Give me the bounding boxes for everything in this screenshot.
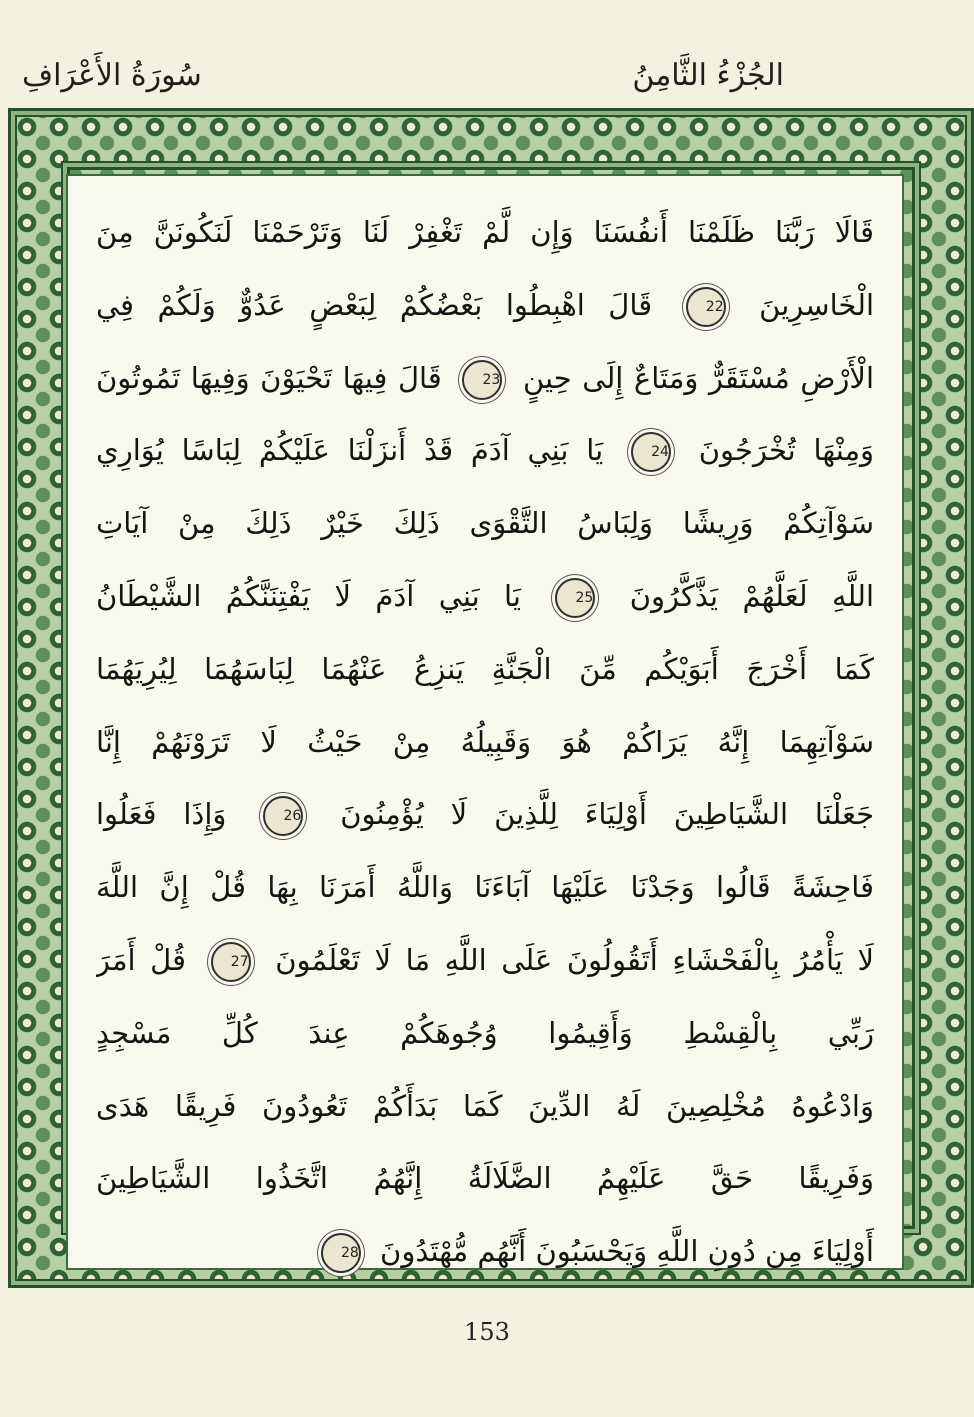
text-line (96, 924, 874, 997)
verse-text: وَفَرِيقًا حَقَّ عَلَيْهِمُ الضَّلَالَةُ إِنَّهُمُ اتَّخَذُوا الشَّيَاطِينَ (96, 1161, 874, 1196)
ayah-number-marker: 25 (555, 578, 595, 618)
verse-text: جَعَلْنَا الشَّيَاطِينَ أَوْلِيَاءَ لِلَّذِينَ لَا يُؤْمِنُونَ (340, 797, 874, 832)
verse-text: أَوْلِيَاءَ مِن دُونِ اللَّهِ وَيَحْسَبُونَ أَنَّهُم مُّهْتَدُونَ (380, 1234, 874, 1269)
text-line (96, 487, 874, 560)
verse-text: اللَّهِ لَعَلَّهُمْ يَذَّكَّرُونَ (629, 578, 874, 613)
verse-text: قَالَ فِيهَا تَحْيَوْنَ وَفِيهَا تَمُوتُونَ (96, 360, 442, 395)
verse-text: الْخَاسِرِينَ (759, 287, 874, 322)
verse-text: فَاحِشَةً قَالُوا وَجَدْنَا عَلَيْهَا آبَاءَنَا وَاللَّهُ أَمَرَنَا بِهَا قُلْ إِنَّ اللَّهَ (96, 870, 874, 905)
verse-text: قَالَ اهْبِطُوا بَعْضُكُمْ لِبَعْضٍ عَدُوٌّ وَلَكُمْ فِي (96, 287, 653, 322)
text-line (96, 997, 874, 1070)
text-line (96, 851, 874, 924)
ayah-number-marker: 23 (462, 360, 502, 400)
text-line (96, 1142, 874, 1215)
quran-text-area (66, 174, 904, 1270)
ayah-number-marker: 22 (686, 287, 726, 327)
verse-text: الْأَرْضِ مُسْتَقَرٌّ وَمَتَاعٌ إِلَى حِينٍ (522, 360, 874, 395)
text-line (96, 633, 874, 706)
verse-text: رَبِّي بِالْقِسْطِ وَأَقِيمُوا وُجُوهَكُمْ عِندَ كُلِّ مَسْجِدٍ (96, 1015, 874, 1050)
text-line (96, 196, 874, 269)
text-line (96, 1070, 874, 1143)
verse-text: لَا يَأْمُرُ بِالْفَحْشَاءِ أَتَقُولُونَ عَلَى اللَّهِ مَا لَا تَعْلَمُونَ (275, 942, 874, 977)
verse-text: قَالَا رَبَّنَا ظَلَمْنَا أَنفُسَنَا وَإِن لَّمْ تَغْفِرْ لَنَا وَتَرْحَمْنَا لَنَكُونَنَّ مِنَ (96, 215, 874, 249)
ayah-number-marker: 28 (321, 1233, 361, 1273)
ayah-number-marker: 26 (263, 796, 303, 836)
verse-text: يَا بَنِي آدَمَ قَدْ أَنزَلْنَا عَلَيْكُمْ لِبَاسًا يُوَارِي (96, 433, 604, 468)
ayah-number-marker: 24 (631, 432, 671, 472)
verse-text: وَادْعُوهُ مُخْلِصِينَ لَهُ الدِّينَ كَمَا بَدَأَكُمْ تَعُودُونَ فَرِيقًا هَدَى (96, 1088, 874, 1123)
verse-text: يَا بَنِي آدَمَ لَا يَفْتِنَنَّكُمُ الشَّيْطَانُ (96, 578, 521, 613)
text-line (96, 414, 874, 487)
verse-text: كَمَا أَخْرَجَ أَبَوَيْكُم مِّنَ الْجَنَّةِ يَنزِعُ عَنْهُمَا لِبَاسَهُمَا لِيُرِيَهُمَا (96, 651, 874, 686)
text-line (96, 706, 874, 779)
verse-text: وَإِذَا فَعَلُوا (96, 797, 227, 832)
text-line (96, 269, 874, 342)
text-line (96, 560, 874, 633)
verse-text: قُلْ أَمَرَ (96, 942, 187, 977)
page-number: 153 (464, 1318, 510, 1346)
text-line (96, 342, 874, 415)
juz-name-header: الجُزْءُ الثَّامِنُ (632, 58, 784, 93)
surah-name-header: سُورَةُ الأَعْرَافِ (22, 58, 202, 93)
verse-text: سَوْآتِهِمَا إِنَّهُ يَرَاكُمْ هُوَ وَقَبِيلُهُ مِنْ حَيْثُ لَا تَرَوْنَهُمْ إِنَّا (96, 724, 874, 759)
verse-text: سَوْآتِكُمْ وَرِيشًا وَلِبَاسُ التَّقْوَى ذَلِكَ خَيْرٌ ذَلِكَ مِنْ آيَاتِ (96, 506, 874, 541)
ayah-number-marker: 27 (211, 942, 251, 982)
verse-text: وَمِنْهَا تُخْرَجُونَ (698, 433, 874, 468)
text-line (96, 778, 874, 851)
text-line (96, 1215, 874, 1288)
